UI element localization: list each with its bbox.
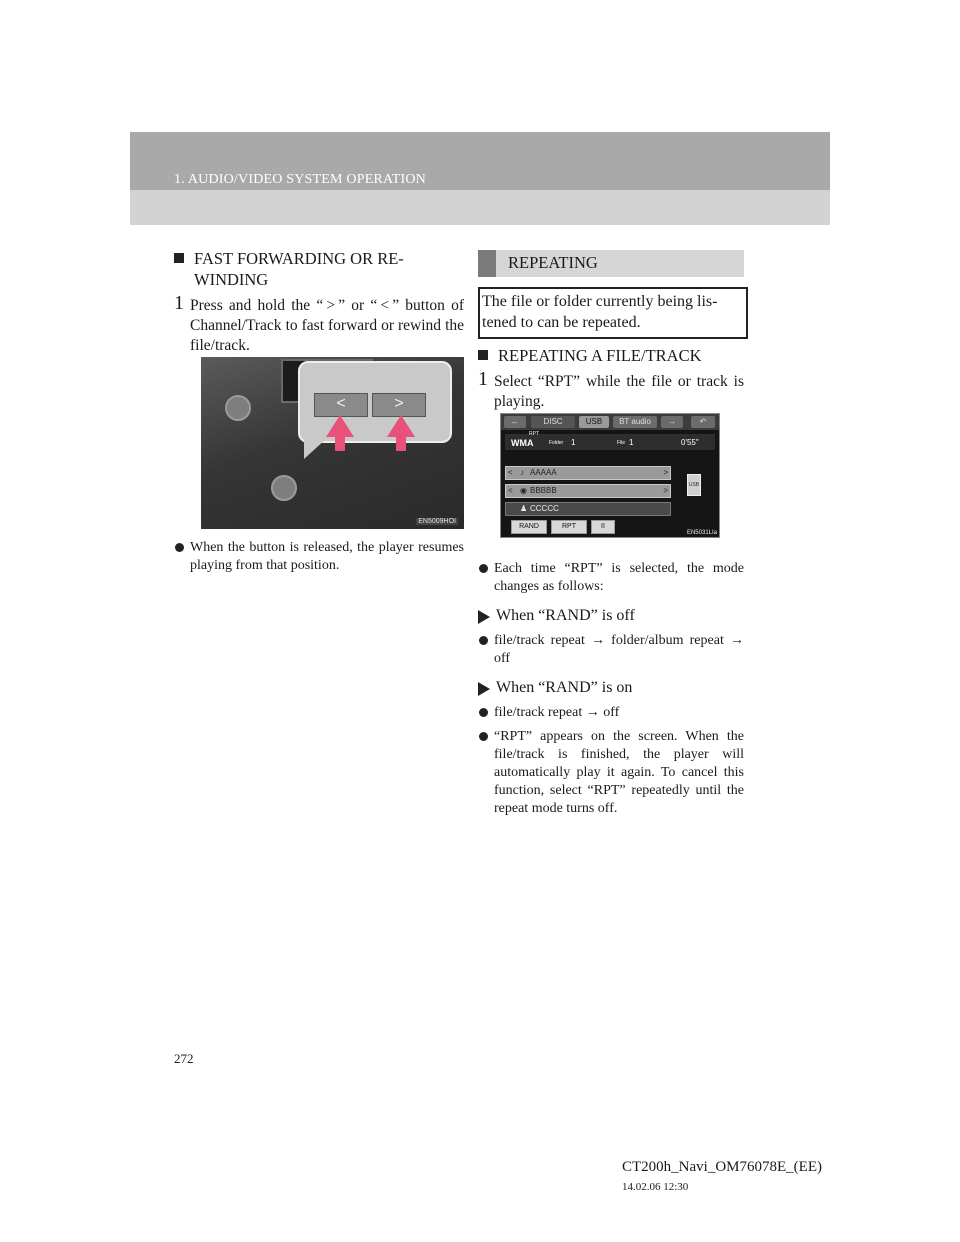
tab-usb: USB: [579, 416, 609, 428]
case-heading-rand-on: When “RAND” is on: [478, 678, 744, 698]
disc-icon: ◉: [520, 486, 527, 495]
page-number: 272: [174, 1051, 194, 1066]
track-back-button: <: [314, 393, 368, 417]
usb-device-icon: USB: [687, 474, 701, 496]
section-title: 1. AUDIO/VIDEO SYSTEM OPERATION: [174, 172, 426, 187]
chevron-left-icon: <: [508, 468, 513, 477]
pointer-arrow-stem: [396, 437, 406, 451]
format-label: WMA: [511, 438, 534, 448]
bullet-dot-icon: [479, 636, 488, 645]
step-1: [478, 368, 744, 412]
step-number: 1: [478, 368, 488, 390]
step-text: Press and hold the “ > ” or “ < ” button of Channel/Track to fast forward or rewind the file/track.: [190, 297, 464, 354]
chevron-right-icon: >: [663, 468, 668, 477]
track-info-bar: [505, 431, 715, 450]
track-forward-button: >: [372, 393, 426, 417]
step-text: Select “RPT” while the file or track is playing.: [494, 373, 744, 410]
knob-icon: [271, 475, 297, 501]
note-bullet: “RPT” appears on the screen. When the file/track is finished, the player will automatically play it again. To cancel this function, select “RPT” repeatedly until the repeat mode turns off.: [478, 728, 744, 818]
rand-button: RAND: [511, 520, 547, 534]
square-bullet-icon: [478, 350, 488, 360]
print-stamp: 14.02.06 12:30: [622, 1181, 689, 1193]
case-heading-rand-off: When “RAND” is off: [478, 606, 744, 626]
list-item: < ♪ AAAAA >: [505, 466, 671, 480]
list-item: < ◉ BBBBB >: [505, 484, 671, 498]
intro-box: The file or folder currently being lis-tened to can be repeated.: [478, 287, 748, 339]
chevron-left-icon: <: [508, 486, 513, 495]
triangle-icon: [478, 682, 490, 696]
note-bullet: Each time “RPT” is selected, the mode changes as follows:: [478, 560, 744, 596]
pointer-arrow-icon: [326, 415, 354, 437]
audio-screen: [500, 413, 720, 538]
tab-disc: DISC: [531, 416, 575, 428]
pause-button: II: [591, 520, 615, 534]
pointer-arrow-icon: [387, 415, 415, 437]
file-label: File: [617, 440, 626, 446]
figure-code: EN5031LIa: [686, 530, 717, 536]
tab-bt-audio: BT audio: [613, 416, 657, 428]
page-header: [130, 132, 830, 225]
left-column: [174, 248, 464, 356]
figure-code: EN5009HOI: [418, 518, 456, 525]
right-column-notes: [478, 554, 744, 818]
document-code: CT200h_Navi_OM76078E_(EE): [622, 1159, 822, 1175]
square-bullet-icon: [174, 253, 184, 263]
elapsed-time: 0'55": [681, 438, 699, 447]
subheading-fast-forward: FAST FORWARDING OR RE-WINDING: [174, 248, 464, 290]
note-bullet: file/track repeat → folder/album repeat → off: [478, 632, 744, 668]
note-bullet: When the button is released, the player resumes playing from that position.: [174, 539, 464, 575]
rpt-indicator: RPT: [529, 431, 539, 437]
source-tabs: [501, 414, 719, 430]
zoom-callout: [298, 361, 452, 443]
triangle-icon: [478, 610, 490, 624]
next-arrow-icon: →: [661, 416, 683, 428]
subheading-repeat-track: REPEATING A FILE/TRACK: [478, 345, 744, 366]
step-number: 1: [174, 292, 184, 314]
bullet-dot-icon: [479, 564, 488, 573]
section-heading-repeating: REPEATING: [478, 250, 744, 277]
knob-icon: [225, 395, 251, 421]
step-1: [174, 292, 464, 356]
bullet-dot-icon: [479, 732, 488, 741]
pointer-arrow-stem: [335, 437, 345, 451]
note-bullet: file/track repeat → off: [478, 704, 744, 722]
callout-tail: [304, 439, 326, 459]
heading-marker: [478, 250, 496, 277]
bullet-dot-icon: [479, 708, 488, 717]
return-icon: ↶: [691, 416, 715, 428]
folder-label: Folder: [549, 440, 564, 446]
music-note-icon: ♪: [520, 468, 524, 477]
bullet-dot-icon: [175, 543, 184, 552]
folder-value: 1: [571, 438, 576, 447]
artist-icon: ♟: [520, 504, 528, 513]
chevron-right-icon: >: [663, 486, 668, 495]
back-arrow-icon: ←: [504, 416, 526, 428]
file-value: 1: [629, 438, 634, 447]
dashboard-photo: [201, 357, 464, 529]
list-item: ♟ CCCCC: [505, 502, 671, 516]
right-column-top: [478, 345, 744, 412]
left-notes: [174, 533, 464, 575]
rpt-button: RPT: [551, 520, 587, 534]
